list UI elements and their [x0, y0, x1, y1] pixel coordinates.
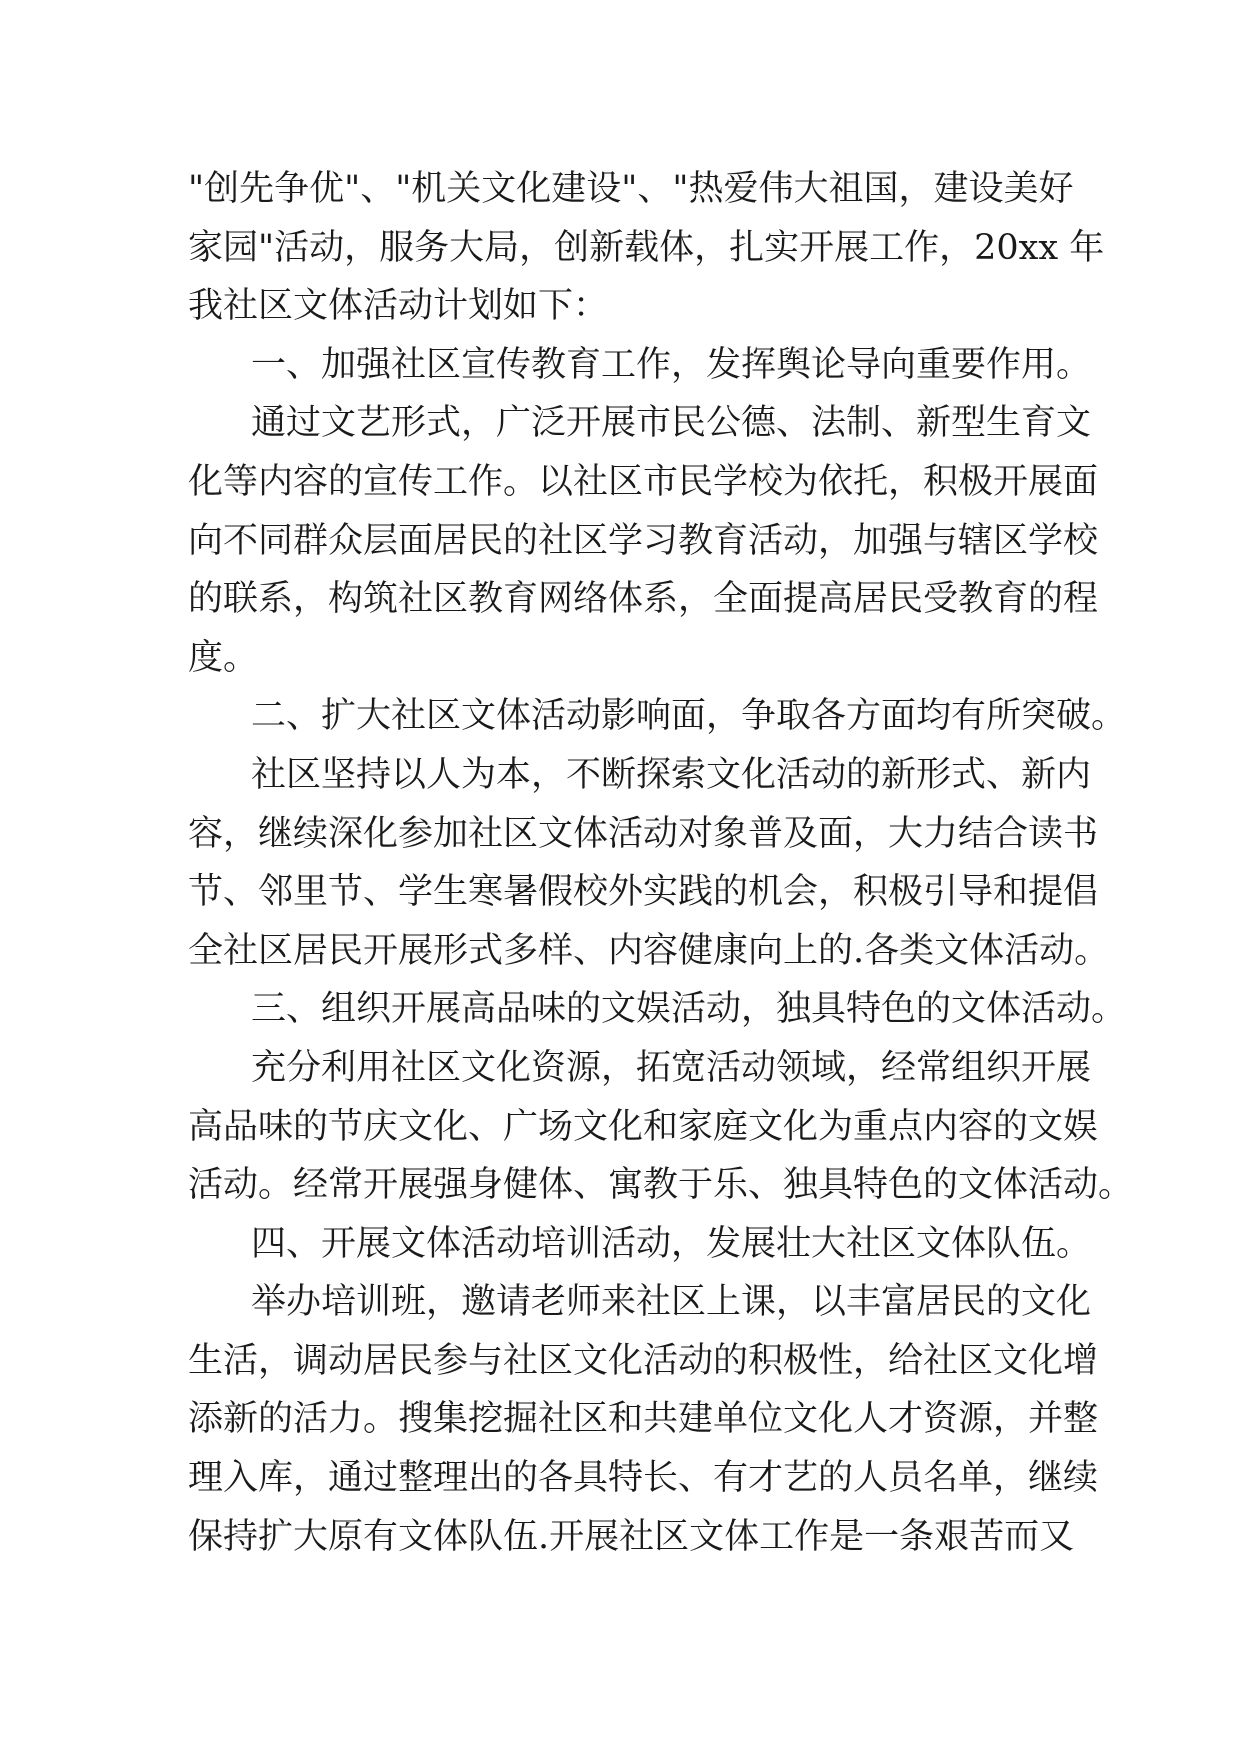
document-page	[188, 160, 1134, 1566]
text-line: 三、组织开展高品味的文娱活动，独具特色的文体活动。	[251, 989, 1127, 1030]
text-line: 举办培训班，邀请老师来社区上课，以丰富居民的文化	[251, 1282, 1092, 1323]
text-line: 二、扩大社区文体活动影响面，争取各方面均有所突破。	[251, 696, 1127, 737]
text-line: 容，继续深化参加社区文体活动对象普及面，大力结合读书	[188, 813, 1099, 854]
text-line: 四、开展文体活动培训活动，发展壮大社区文体队伍。	[251, 1223, 1092, 1264]
text-line: 生活，调动居民参与社区文化活动的积极性，给社区文化增	[188, 1340, 1099, 1381]
text-line: 家园"活动，服务大局，创新载体，扎实开展工作，20xx 年	[188, 227, 1105, 268]
text-line: 理入库，通过整理出的各具特长、有才艺的人员名单，继续	[188, 1458, 1099, 1499]
document-body	[188, 160, 1134, 1566]
text-line: 全社区居民开展形式多样、内容健康向上的.各类文体活动。	[188, 930, 1110, 971]
text-line: 活动。经常开展强身健体、寓教于乐、独具特色的文体活动。	[188, 1165, 1134, 1206]
text-line: 一、加强社区宣传教育工作，发挥舆论导向重要作用。	[251, 344, 1092, 385]
text-line: 保持扩大原有文体队伍.开展社区文体工作是一条艰苦而又	[188, 1516, 1075, 1557]
text-line: 高品味的节庆文化、广场文化和家庭文化为重点内容的文娱	[188, 1106, 1099, 1147]
text-line: 度。	[188, 637, 259, 678]
text-line: 节、邻里节、学生寒暑假校外实践的机会，积极引导和提倡	[188, 872, 1099, 913]
text-line: 的联系，构筑社区教育网络体系，全面提高居民受教育的程	[188, 579, 1099, 620]
text-line: 通过文艺形式，广泛开展市民公德、法制、新型生育文	[251, 403, 1092, 444]
text-line: 我社区文体活动计划如下：	[188, 286, 609, 327]
text-line: 化等内容的宣传工作。以社区市民学校为依托，积极开展面	[188, 461, 1099, 502]
text-line: 充分利用社区文化资源，拓宽活动领域，经常组织开展	[251, 1047, 1092, 1088]
text-line: 社区坚持以人为本，不断探索文化活动的新形式、新内	[251, 754, 1092, 795]
text-line: 添新的活力。搜集挖掘社区和共建单位文化人才资源，并整	[188, 1399, 1099, 1440]
text-line: 向不同群众层面居民的社区学习教育活动，加强与辖区学校	[188, 520, 1099, 561]
text-line: "创先争优"、"机关文化建设"、"热爱伟大祖国，建设美好	[188, 169, 1074, 209]
